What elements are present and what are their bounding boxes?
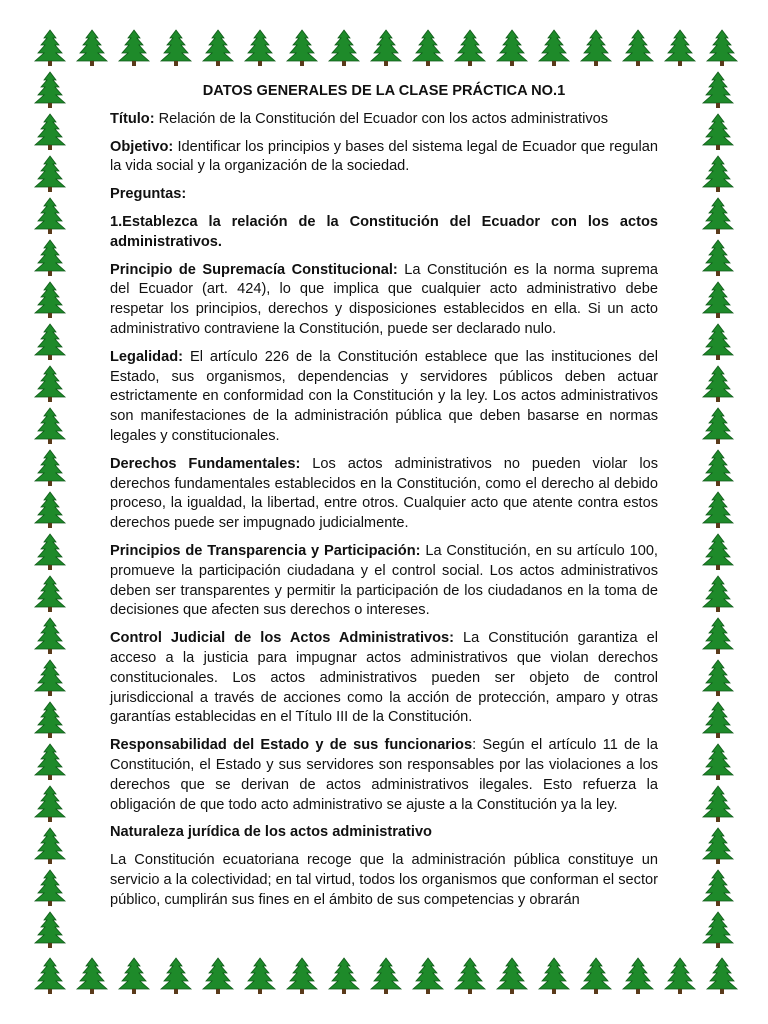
pine-tree-icon (576, 956, 616, 996)
section-transparencia (110, 542, 658, 621)
pine-tree-icon (698, 910, 738, 950)
pine-tree-icon (30, 406, 70, 446)
pine-tree-icon (702, 956, 742, 996)
question-1-text: 1.Establezca la relación de la Constitución del Ecuador con los actos administrativos. (110, 213, 658, 250)
titulo-label: Título: (110, 110, 155, 127)
preguntas-label: Preguntas: (110, 186, 187, 203)
pine-tree-icon (282, 28, 322, 68)
pine-tree-icon (30, 826, 70, 866)
titulo-paragraph (110, 110, 658, 130)
pine-tree-icon (702, 28, 742, 68)
pine-tree-icon (492, 28, 532, 68)
objetivo-label: Objetivo: (110, 138, 174, 155)
pine-tree-icon (30, 490, 70, 530)
pine-tree-icon (30, 658, 70, 698)
pine-tree-icon (698, 406, 738, 446)
pine-tree-icon (698, 448, 738, 488)
section-label: Principio de Supremacía Constitucional: (110, 261, 398, 278)
document-heading: DATOS GENERALES DE LA CLASE PRÁCTICA NO.1 (202, 83, 566, 99)
section-text: El artículo 226 de la Constitución establece que las instituciones del Estado, sus organismos, dependencias y servidores públicos deben actuar estrictamente en conformidad con la Constitución y la ley. Los actos administrativos son manifestaciones de la administración pública que deben basarse en normas legales y constitucionales. (110, 348, 658, 444)
titulo-text: Relación de la Constitución del Ecuador con los actos administrativos (154, 110, 609, 127)
section-label: Legalidad: (110, 348, 183, 365)
pine-tree-icon (72, 956, 112, 996)
pine-tree-icon (450, 28, 490, 68)
pine-tree-icon (698, 742, 738, 782)
pine-tree-icon (698, 70, 738, 110)
pine-tree-icon (30, 448, 70, 488)
section-label: Principios de Transparencia y Participación: (110, 542, 421, 559)
objetivo-paragraph (110, 138, 658, 178)
pine-tree-icon (30, 868, 70, 908)
pine-tree-icon (576, 28, 616, 68)
pine-tree-icon (698, 868, 738, 908)
pine-tree-icon (698, 322, 738, 362)
pine-tree-icon (324, 28, 364, 68)
section-label: Control Judicial de los Actos Administrativos: (110, 630, 455, 647)
pine-tree-icon (534, 28, 574, 68)
pine-tree-icon (698, 490, 738, 530)
pine-tree-icon (698, 616, 738, 656)
question-1 (110, 213, 658, 253)
section-label: Responsabilidad del Estado y de sus funcionarios (110, 737, 473, 754)
section-text: : Según el artículo 11 de la Constitución, el Estado y sus servidores son responsables por las violaciones a los derechos que se derivan de actos administrativos ilegales. Esto refuerza la obligación de que todo acto administrativo se ajuste a la Constitución ya la ley. (110, 737, 658, 813)
pine-tree-icon (114, 28, 154, 68)
section-text: La Constitución garantiza el acceso a la justicia para impugnar actos administrativos que violan derechos constitucionales. Los actos administrativos pueden ser objeto de control jurisdiccional a través de acciones como la acción de protección, amparo y otras garantías establecidas en el Título III de la Constitución. (110, 630, 659, 726)
section-text: La Constitución es la norma suprema del Ecuador (art. 424), lo que implica que cualquier acto administrativo debe respetar los principios, derechos y disposiciones establecidos en ella. Si un acto administrativo contraviene la Constitución, puede ser declarado nulo. (110, 261, 658, 337)
naturaleza-heading (110, 823, 658, 843)
pine-tree-icon (698, 532, 738, 572)
pine-tree-icon (698, 238, 738, 278)
pine-tree-icon (114, 956, 154, 996)
section-control-judicial (110, 629, 658, 728)
pine-tree-icon (534, 956, 574, 996)
pine-tree-icon (618, 28, 658, 68)
pine-tree-icon (408, 956, 448, 996)
pine-tree-icon (408, 28, 448, 68)
pine-tree-icon (30, 322, 70, 362)
pine-tree-icon (240, 956, 280, 996)
section-responsabilidad (110, 736, 658, 815)
pine-tree-icon (30, 28, 70, 68)
pine-tree-icon (30, 364, 70, 404)
pine-tree-icon (30, 196, 70, 236)
pine-tree-icon (618, 956, 658, 996)
pine-tree-icon (698, 196, 738, 236)
pine-tree-icon (660, 956, 700, 996)
pine-tree-icon (698, 112, 738, 152)
pine-tree-icon (198, 956, 238, 996)
pine-tree-icon (30, 910, 70, 950)
pine-tree-icon (698, 280, 738, 320)
pine-tree-icon (156, 28, 196, 68)
pine-tree-icon (30, 280, 70, 320)
pine-tree-icon (492, 956, 532, 996)
pine-tree-icon (324, 956, 364, 996)
pine-tree-icon (30, 532, 70, 572)
pine-tree-icon (660, 28, 700, 68)
pine-tree-icon (30, 700, 70, 740)
section-label: Derechos Fundamentales: (110, 455, 301, 472)
pine-tree-icon (30, 784, 70, 824)
pine-tree-icon (366, 28, 406, 68)
pine-tree-icon (30, 742, 70, 782)
section-supremacia (110, 261, 658, 340)
section-derechos (110, 455, 658, 534)
naturaleza-paragraph: La Constitución ecuatoriana recoge que la administración pública constituye un servicio a la colectividad; en tal virtud, todos los organismos que conforman el sector público, cumplirán sus fines en el ámbito de sus competencias y obrarán (110, 852, 658, 908)
pine-tree-icon (156, 956, 196, 996)
pine-tree-icon (698, 700, 738, 740)
section-text: La Constitución, en su artículo 100, promueve la participación ciudadana y el control social. Los actos administrativos deben ser transparentes y permitir la participación de los ciudadanos en la toma de decisiones que afecten sus derechos o intereses. (110, 542, 658, 619)
pine-tree-icon (30, 154, 70, 194)
pine-tree-icon (698, 574, 738, 614)
pine-tree-icon (698, 154, 738, 194)
pine-tree-icon (698, 364, 738, 404)
pine-tree-icon (30, 574, 70, 614)
naturaleza-heading-text: Naturaleza jurídica de los actos administrativo (110, 824, 432, 841)
pine-tree-icon (282, 956, 322, 996)
pine-tree-icon (30, 238, 70, 278)
pine-tree-icon (30, 70, 70, 110)
pine-tree-icon (240, 28, 280, 68)
pine-tree-icon (30, 616, 70, 656)
pine-tree-icon (366, 956, 406, 996)
objetivo-text: Identificar los principios y bases del sistema legal de Ecuador que regulan la vida social y la organización de la sociedad. (110, 138, 658, 175)
pine-tree-icon (450, 956, 490, 996)
pine-tree-icon (30, 956, 70, 996)
section-legalidad (110, 348, 658, 447)
pine-tree-icon (198, 28, 238, 68)
pine-tree-icon (30, 112, 70, 152)
section-text: Los actos administrativos no pueden violar los derechos fundamentales establecidos en la Constitución, como el derecho al debido proceso, la igualdad, la libertad, entre otros. Cualquier acto que atente contra estos derechos puede ser impugnado judicialmente. (110, 455, 658, 532)
pine-tree-icon (72, 28, 112, 68)
preguntas-heading (110, 185, 658, 205)
pine-tree-icon (698, 784, 738, 824)
document-body (110, 82, 658, 918)
pine-tree-icon (698, 826, 738, 866)
pine-tree-icon (698, 658, 738, 698)
